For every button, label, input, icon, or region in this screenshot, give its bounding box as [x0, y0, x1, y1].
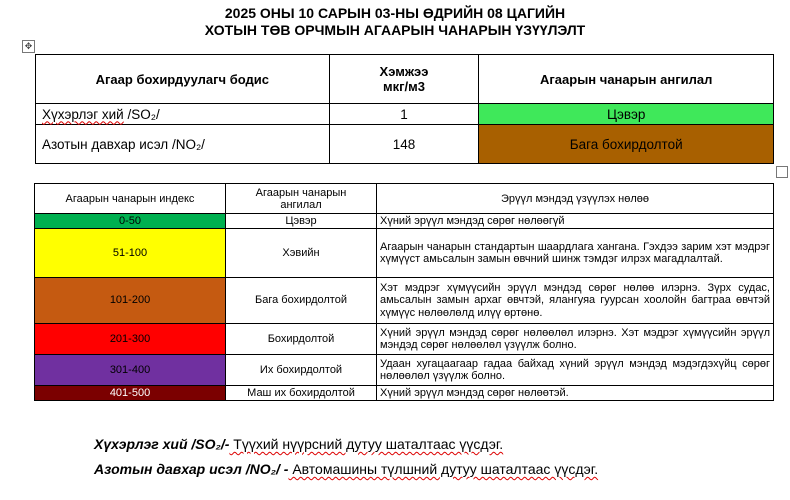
health-effect: Хүний эрүүл мэндэд сөрөг нөлөөлөл илэрнэ. Хэт мэдрэг хүмүүсийн эрүүл мэндэд сөрөг нөлөөлөл үзүүлж болно.	[377, 324, 774, 355]
level-header	[226, 184, 377, 214]
table-row	[35, 386, 774, 401]
amount-header-line-1: Хэмжээ	[379, 64, 429, 79]
index-range: 401-500	[35, 386, 226, 401]
report-title-line-2: ХОТЫН ТӨВ ОРЧМЫН АГААРЫН ЧАНАРЫН ҮЗҮҮЛЭЛТ	[204, 22, 586, 38]
level-label: Хэвийн	[226, 229, 377, 278]
index-table-header	[35, 184, 774, 214]
index-range: 51-100	[35, 229, 226, 278]
health-effect: Удаан хугацаагаар гадаа байхад хүний эрүүл мэндэд мэдэгдэхүйц сөрөг нөлөөлөл үзүүлж болно.	[377, 355, 774, 386]
table-row	[35, 278, 774, 324]
level-header-line-2: ангилал	[280, 198, 322, 211]
note-text: Түүхий нүүрсний дутуу шаталтаас үүсдэг.	[229, 436, 504, 452]
level-label: Бохирдолтой	[226, 324, 377, 355]
amount-header	[329, 55, 479, 104]
health-effect: Агаарын чанарын стандартын шаардлага хангана. Гэхдээ зарим хэт мэдрэг хүмүүст амьсалын замын өвчний шинж тэмдэг илрэх магадлалтай.	[377, 229, 774, 278]
pollutant-header: Агаар бохирдуулагч бодис	[36, 55, 330, 104]
level-label: Цэвэр	[226, 214, 377, 229]
index-range: 0-50	[35, 214, 226, 229]
index-range: 201-300	[35, 324, 226, 355]
pollutant-value: 148	[329, 125, 479, 164]
level-label: Бага бохирдолтой	[226, 278, 377, 324]
pollutant-name-main: Хүхэрлэг хий	[42, 106, 124, 122]
pollutant-name-main: Азотын давхар исэл	[42, 136, 169, 152]
table-row	[35, 324, 774, 355]
table-move-handle-icon[interactable]: ✥	[22, 40, 35, 53]
pollutant-name	[36, 104, 330, 125]
table-row	[36, 125, 774, 164]
pollution-table-header	[36, 55, 774, 104]
note-text: Автомашины түлшний дутуу шаталтаас үүсдэг.	[288, 461, 599, 477]
quality-header: Агаарын чанарын ангилал	[479, 55, 774, 104]
table-row	[36, 104, 774, 125]
quality-class: Бага бохирдолтой	[479, 125, 774, 164]
pollutant-name	[36, 125, 330, 164]
report-title-line-1: 2025 ОНЫ 10 САРЫН 03-НЫ ӨДРИЙН 08 ЦАГИЙН	[224, 5, 566, 21]
index-range: 301-400	[35, 355, 226, 386]
air-quality-index-table	[34, 183, 774, 401]
index-header: Агаарын чанарын индекс	[35, 184, 226, 214]
health-effect: Хүний эрүүл мэндэд сөрөг нөлөөгүй	[377, 214, 774, 229]
pollutant-formula: /NO₂/	[168, 136, 205, 152]
note-term: Хүхэрлэг хий /SO₂/-	[94, 436, 230, 452]
effect-header: Эрүүл мэндэд үзүүлэх нөлөө	[377, 184, 774, 214]
note-no2	[94, 461, 598, 477]
note-so2	[94, 436, 503, 452]
health-effect: Хүний эрүүл мэндэд сөрөг нөлөөтэй.	[377, 386, 774, 401]
health-effect: Хэт мэдрэг хүмүүсийн эрүүл мэндэд сөрөг нөлөө илэрнэ. Зүрх судас, амьсалын замын архаг өвчтэй, ялангуяа гуурсан хоолойн багтраа өвчтэй хүмүүс нөлөөлөлд илүү өртөнө.	[377, 278, 774, 324]
amount-header-line-2: мкг/м3	[382, 79, 425, 94]
level-header-line-1: Агаарын чанарын	[255, 186, 347, 199]
pollutant-formula: /SO₂/	[123, 106, 160, 122]
table-row	[35, 229, 774, 278]
table-row	[35, 355, 774, 386]
pollution-table	[35, 54, 774, 164]
index-range: 101-200	[35, 278, 226, 324]
level-label: Их бохирдолтой	[226, 355, 377, 386]
table-resize-handle[interactable]	[776, 166, 788, 178]
table-row	[35, 214, 774, 229]
quality-class: Цэвэр	[479, 104, 774, 125]
pollutant-value: 1	[329, 104, 479, 125]
note-term: Азотын давхар исэл /NO₂/ -	[94, 461, 289, 477]
level-label: Маш их бохирдолтой	[226, 386, 377, 401]
